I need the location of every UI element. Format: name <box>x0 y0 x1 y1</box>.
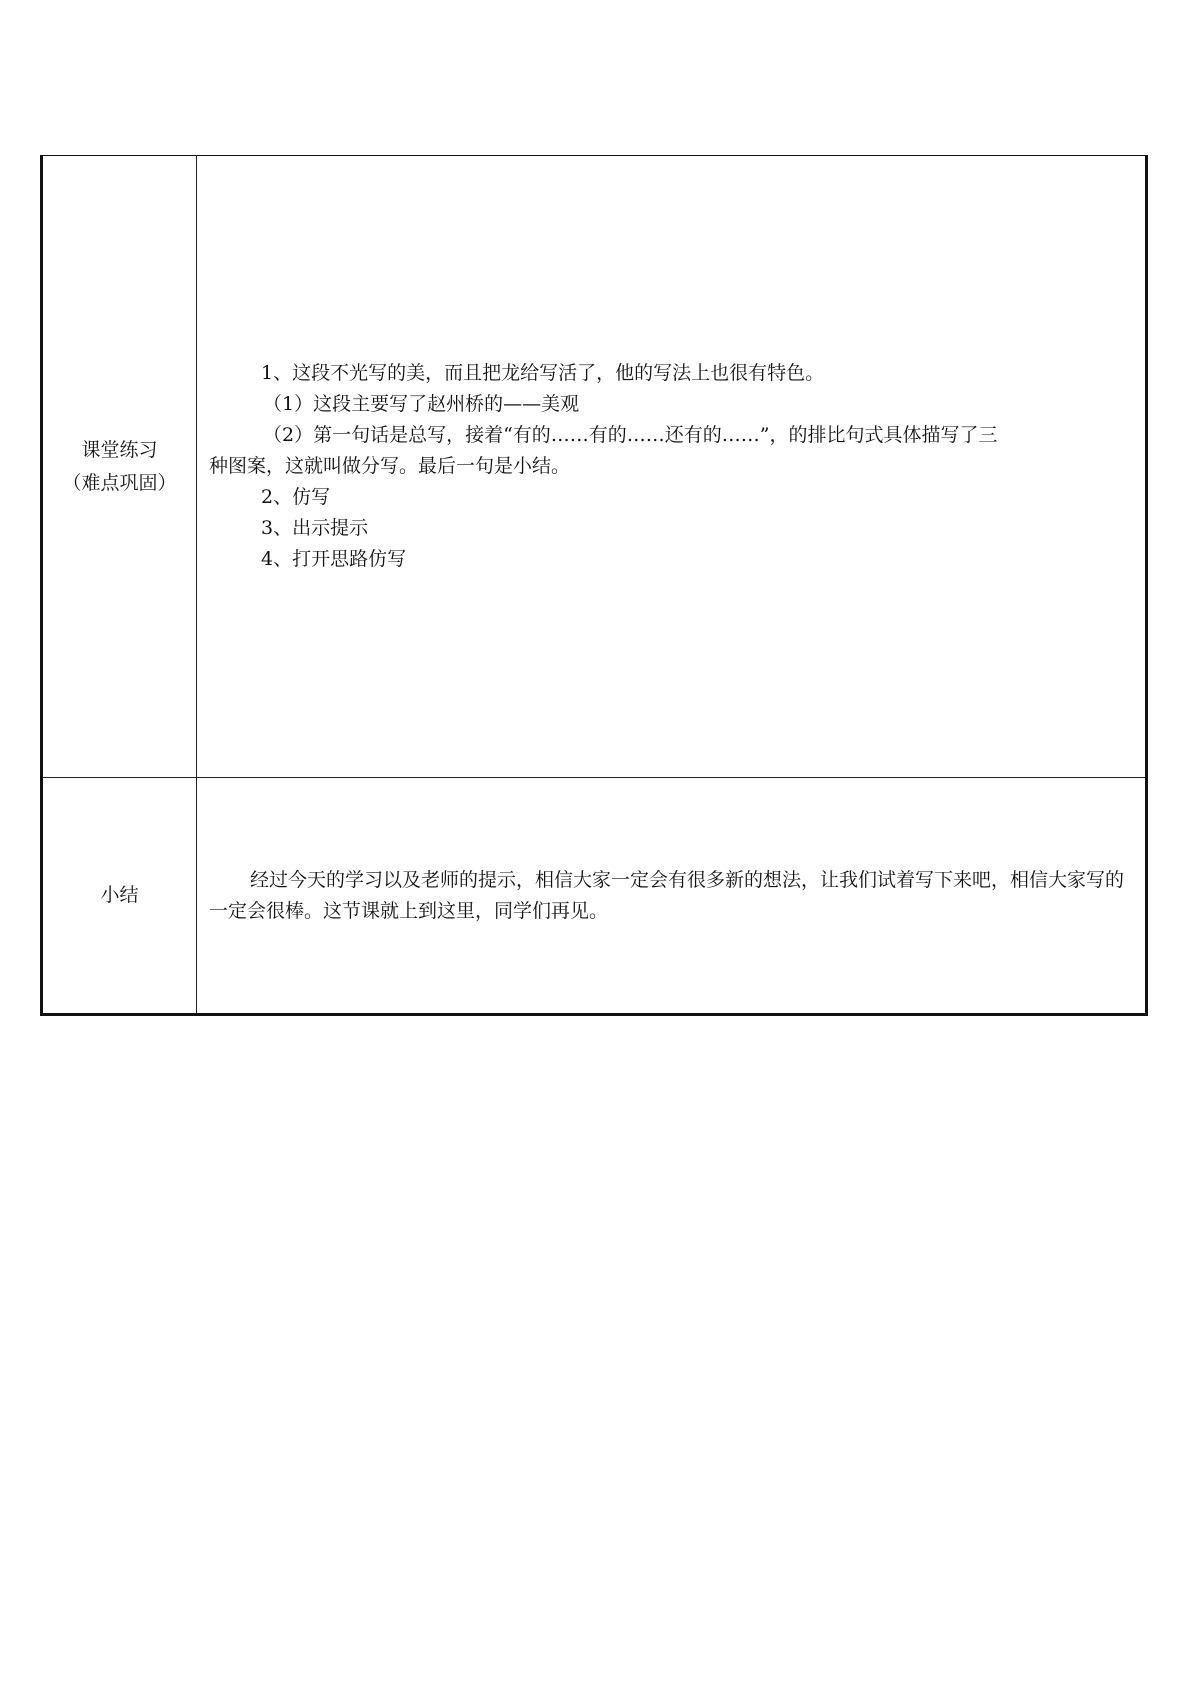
summary-text: 经过今天的学习以及老师的提示，相信大家一定会有很多新的想法，让我们试着写下来吧，相信大家写的一定会很棒。这节课就上到这里，同学们再见。 <box>209 868 1125 922</box>
practice-label-subtitle: （难点巩固） <box>62 471 177 494</box>
practice-item-1: 1、这段不光写的美，而且把龙给写活了，他的写法上也很有特色。 <box>261 362 825 384</box>
lesson-plan-table <box>40 155 1148 1016</box>
practice-item-3: 3、出示提示 <box>261 517 369 539</box>
summary-content-cell <box>197 778 1147 1015</box>
practice-item-1-sub-1: （1）这段主要写了赵州桥的——美观 <box>263 393 580 415</box>
practice-label-title: 课堂练习 <box>81 438 158 461</box>
practice-content <box>197 358 1145 575</box>
practice-item-2: 2、仿写 <box>261 486 331 508</box>
practice-label-cell <box>42 156 197 778</box>
practice-item-1-sub-2: （2）第一句话是总写，接着“有的……有的……还有的……”，的排比句式具体描写了三 <box>263 424 998 446</box>
practice-item-1-sub-2-cont: 种图案，这就叫做分写。最后一句是小结。 <box>209 455 571 477</box>
practice-item-4: 4、打开思路仿写 <box>261 548 407 570</box>
table-row-practice <box>42 156 1147 778</box>
summary-label: 小结 <box>100 884 139 906</box>
practice-content-cell <box>197 156 1147 778</box>
summary-label-cell <box>42 778 197 1015</box>
table-row-summary <box>42 778 1147 1015</box>
